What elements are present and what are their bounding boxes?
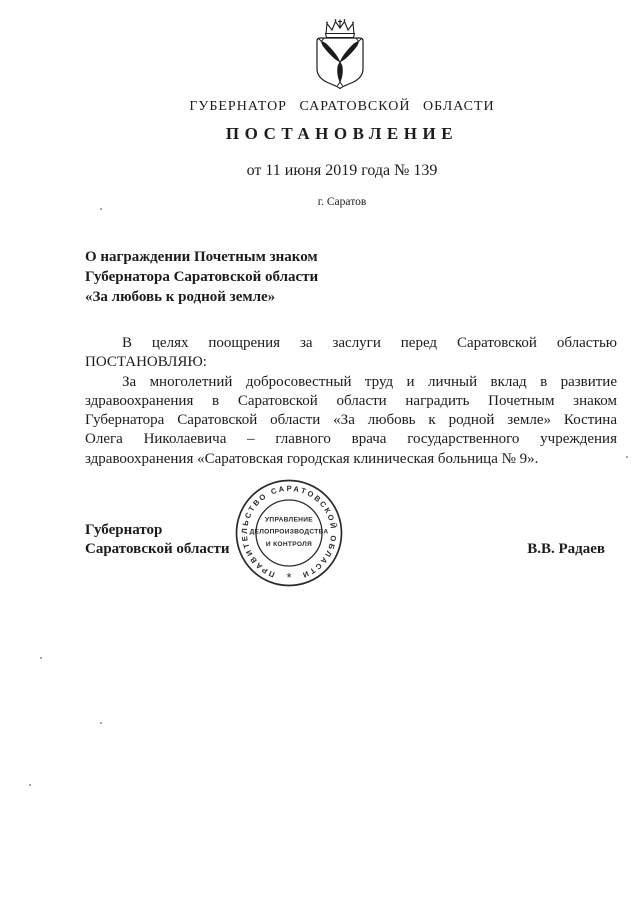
- body-line: Губернатора Саратовской области «За любовь к родной земле» Костина: [85, 412, 617, 429]
- subject-line: «За любовь к родной земле»: [85, 289, 276, 305]
- stamp-star: *: [286, 570, 292, 585]
- signature-post-line: Губернатор: [85, 522, 163, 538]
- signature-post: [85, 521, 230, 559]
- body-line: Олега Николаевича – главного врача государственного учреждения: [85, 431, 617, 448]
- issuing-authority: ГУБЕРНАТОР САРАТОВСКОЙ ОБЛАСТИ: [189, 99, 495, 114]
- signature-post-line: Саратовской области: [85, 541, 230, 557]
- body-line: За многолетний добросовестный труд и личный вклад в развитие: [122, 373, 617, 390]
- scan-artifact-dot: [100, 722, 102, 724]
- body-line: здравоохранения «Саратовская городская клиническая больница № 9».: [85, 450, 539, 467]
- city-line: г. Саратов: [317, 196, 367, 208]
- date-number-line: от 11 июня 2019 года № 139: [246, 162, 438, 179]
- body-text: [85, 334, 617, 469]
- document-type-title: ПОСТАНОВЛЕНИЕ: [225, 124, 459, 143]
- scan-artifact-dot: [626, 456, 628, 458]
- official-stamp: [234, 478, 344, 588]
- crown-icon: [326, 19, 355, 37]
- body-line: здравоохранения в Саратовской области наградить Почетным знаком: [85, 392, 617, 409]
- scan-artifact-dot: [29, 784, 31, 786]
- stamp-center-line: ДЕЛОПРОИЗВОДСТВА: [249, 528, 329, 536]
- subject-line: Губернатора Саратовской области: [85, 269, 319, 285]
- body-line: ПОСТАНОВЛЯЮ:: [85, 354, 207, 371]
- stamp-center-line: УПРАВЛЕНИЕ: [265, 516, 313, 524]
- subject-line: О награждении Почетным знаком: [85, 249, 318, 265]
- saratov-coat-of-arms: [312, 14, 368, 90]
- document-header: [52, 100, 632, 208]
- subject-block: [85, 247, 445, 307]
- signature-name: В.В. Радаев: [527, 541, 605, 557]
- stamp-center-line: И КОНТРОЛЯ: [265, 541, 313, 548]
- stamp-ring-text: ПРАВИТЕЛЬСТВО САРАТОВСКОЙ ОБЛАСТИ: [239, 483, 339, 580]
- body-line: В целях поощрения за заслуги перед Саратовской областью: [122, 335, 617, 351]
- scan-artifact-dot: [40, 657, 42, 659]
- scan-artifact-dot: [100, 208, 102, 210]
